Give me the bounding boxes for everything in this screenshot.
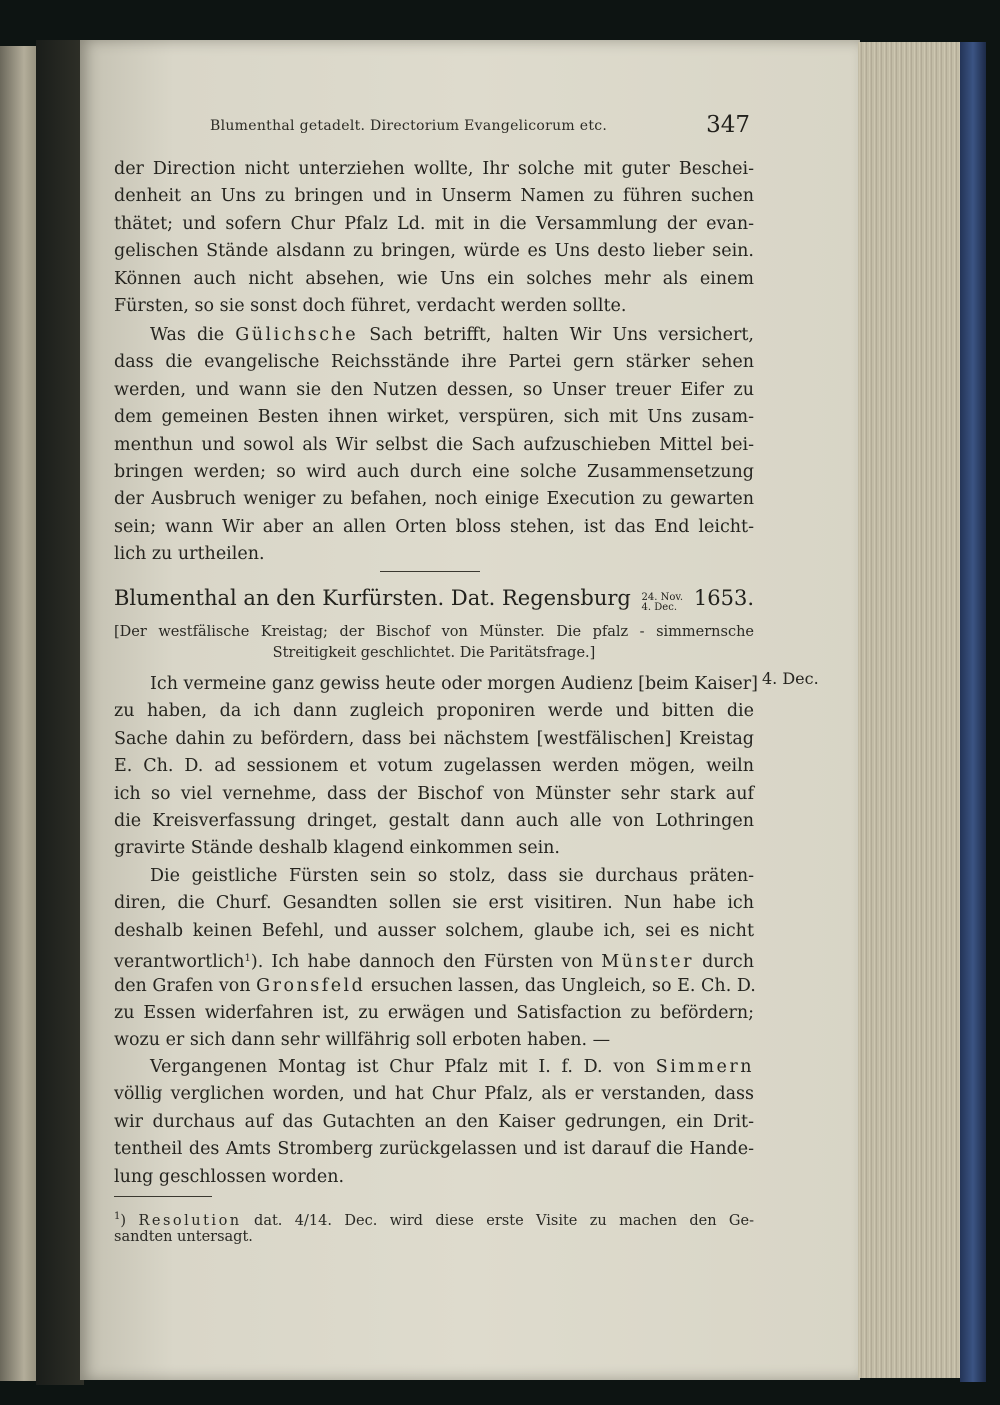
text-line: dem gemeinen Besten ihnen wirket, verspüren, sich mit Uns zusam- [114,407,754,428]
date-top-day: 24. [641,592,658,603]
margin-date: 4. Dec. [762,669,819,688]
spaced-name: Resolution [138,1213,242,1229]
summary-line: Streitigkeit geschlichtet. Die Paritätsfrage.] [272,645,596,661]
text-line: Ich vermeine ganz gewiss heute oder morgen Audienz [beim Kaiser] [150,674,758,694]
section-divider [380,571,480,572]
text-line: wir durchaus auf das Gutachten an den Kaiser gedrungen, ein Drit- [114,1111,754,1132]
footnote-ref: 1 [244,953,251,965]
text-line: lung geschlossen worden. [114,1166,345,1187]
text-line: tentheil des Amts Stromberg zurückgelassen und ist darauf die Hande- [114,1139,754,1160]
text-run: Sach betrifft, halten Wir Uns versichert, [358,325,754,345]
text-line: der Direction nicht unterziehen wollte, Ihr solche mit guter Beschei- [114,159,754,179]
paragraph-1 [114,156,754,320]
text-run: dat. 4/14. Dec. wird diese erste Visite zu machen den Ge- [241,1213,754,1229]
paragraph-4 [114,863,754,1055]
spaced-name: Gülichsche [235,325,359,345]
book-gutter [36,40,84,1385]
spaced-name: Gronsfeld [256,975,366,996]
text-line: gelischen Stände alsdann zu bringen, würde es Uns desto lieber sein. [114,241,754,262]
text-line: dass die evangelische Reichsstände ihre Partei gern stärker sehen [114,352,754,373]
text-run: ). Ich habe dannoch den Fürsten von [250,952,602,973]
text-line: bringen werden; so wird auch durch eine solche Zusammensetzung [114,461,754,482]
text-line: denheit an Uns zu bringen und in Unserm Namen zu führen suchen [114,186,754,207]
text-line [114,322,754,349]
footnote-mark: 1 [114,1211,121,1222]
text-line: Sache dahin zu befördern, dass bei nächstem [westfälischen] Kreistag [114,728,754,749]
document-heading [114,586,754,613]
left-page-edge [0,46,40,1381]
page-header [210,112,750,142]
text-line: der Ausbruch weniger zu befahen, noch einige Execution zu gewarten [114,489,754,510]
date-top-month: Nov. [660,592,684,603]
text-run: verantwortlich [114,952,245,973]
text-line: wozu er sich dann sehr willfährig soll erboten haben. — [114,1030,611,1051]
spaced-name: Münster [601,952,694,973]
text-line: völlig verglichen worden, und hat Chur Pfalz, als er verstanden, dass [114,1084,754,1105]
date-bottom-month: Dec. [654,602,677,613]
heading-year: 1653. [693,586,754,610]
book-cover-edge [960,42,986,1382]
text-line: ich so viel vernehme, dass der Bischof von Münster sehr stark auf [114,783,754,804]
paragraph-2 [114,322,754,569]
text-line [114,973,754,1000]
text-line: lich zu urtheilen. [114,544,265,565]
text-run: durch [693,952,754,973]
page-number: 347 [706,112,750,138]
date-bottom-day: 4. [641,602,652,613]
text-line: zu Essen widerfahren ist, zu erwägen und Satisfaction zu befördern; [114,1002,754,1023]
text-run: den Grafen von [114,975,257,996]
text-line: gravirte Stände deshalb klagend einkommen sein. [114,838,560,859]
text-line: Können auch nicht absehen, wie Uns ein solches mehr als einem [114,268,754,289]
footnote-divider [114,1196,212,1197]
text-line: werden, und wann sie den Nutzen dessen, so Unser treuer Eifer zu [114,379,754,400]
text-line: thätet; und sofern Chur Pfalz Ld. mit in die Versammlung der evan- [114,213,754,234]
text-line: Die geistliche Fürsten sein so stolz, dass sie durchaus präten- [150,866,754,886]
paragraph-3 [114,671,758,863]
text-run: Was die [150,325,236,345]
footnote-line [114,1206,754,1227]
text-line: zu haben, da ich dann zugleich proponiren werde und bitten die [114,701,754,722]
text-line: diren, die Churf. Gesandten sollen sie erst visitiren. Nun habe ich [114,893,754,914]
text-line [114,1054,754,1081]
text-run: Vergangenen Montag ist Chur Pfalz mit I. f. D. von [150,1057,656,1077]
page-block-edges [858,42,964,1378]
paragraph-5 [114,1054,754,1191]
text-line: sein; wann Wir aber an allen Orten bloss stehen, ist das End leicht- [114,516,754,537]
text-line: Fürsten, so sie sonst doch führet, verdacht werden sollte. [114,295,627,316]
running-head: Blumenthal getadelt. Directorium Evangelicorum etc. [210,118,608,134]
text-line: die Kreisverfassung dringet, gestalt dann auch alle von Lothringen [114,810,754,831]
footnote-line: sandten untersagt. [114,1229,253,1245]
footnote [114,1206,754,1248]
date-fraction [642,593,684,613]
text-line: deshalb keinen Befehl, und ausser solchem, glaube ich, sei es nicht [114,920,754,941]
text-run: ersuchen lassen, das Ungleich, so E. Ch. D. [365,975,756,996]
heading-text: Blumenthal an den Kurfürsten. Dat. Regensburg [114,586,631,610]
text-line: menthun und sowol als Wir selbst die Sach aufzuschieben Mittel bei- [114,434,754,455]
summary-line: [Der westfälische Kreistag; der Bischof von Münster. Die pfalz - simmernsche [114,624,754,640]
footnote-paren: ) [120,1213,127,1229]
document-summary [114,622,754,664]
text-line: E. Ch. D. ad sessionem et votum zugelassen werden mögen, weiln [114,756,754,777]
text-line [114,945,754,972]
spaced-name: Simmern [655,1057,754,1077]
